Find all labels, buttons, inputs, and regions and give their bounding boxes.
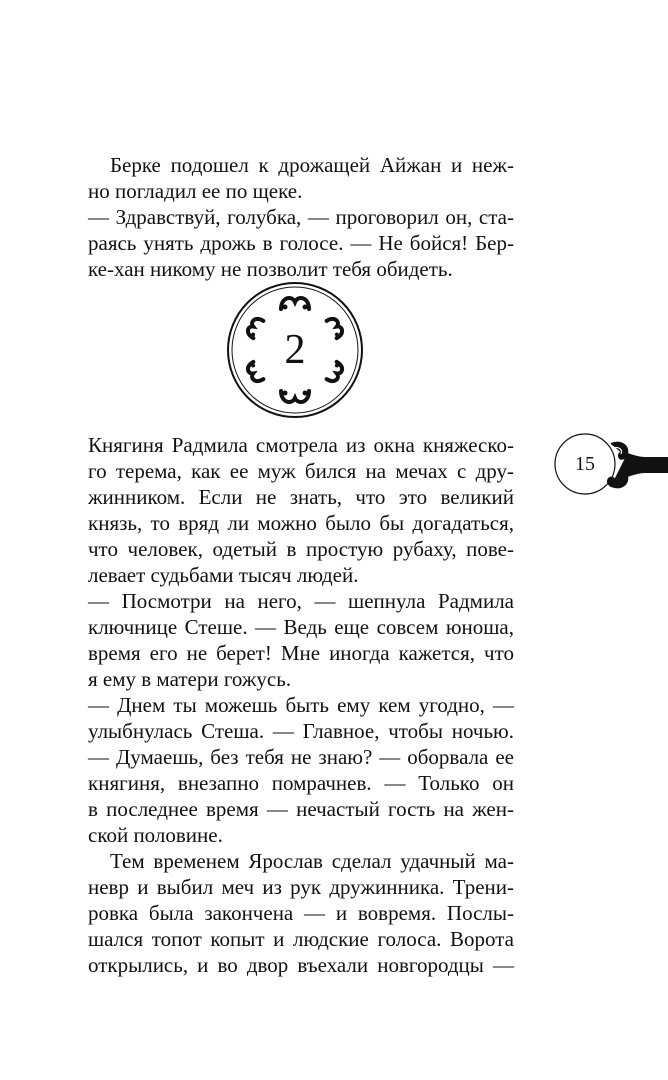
text-line: ровка была закончена — и вовремя. Послы- (88, 901, 514, 925)
text-line: го терема, как ее муж бился на мечах с дру- (88, 459, 514, 483)
text-line: в последнее время — нечастый гость на жен- (88, 797, 514, 821)
text-line: Княгиня Радмила смотрела из окна княжеско- (88, 433, 514, 457)
text-line: княгиня, внезапно помрачнев. — Только он (88, 771, 514, 795)
text-line: шался топот копыт и людские голоса. Ворота (88, 927, 514, 951)
text-line: раясь унять дрожь в голосе. — Не бойся! Бер- (88, 231, 514, 255)
text-line: но погладил ее по щеке. (88, 179, 303, 203)
text-line: левает судьбами тысяч людей. (88, 563, 359, 587)
chapter-number: 2 (284, 327, 306, 373)
text-line: время его не берет! Мне иногда кажется, что (88, 641, 514, 665)
text-line: открылись, и во двор въехали новгородцы — (88, 953, 514, 977)
text-line: ке-хан никому не позволит тебя обидеть. (88, 257, 453, 281)
body-paragraphs (88, 432, 514, 978)
text-line: ской половине. (88, 823, 223, 847)
text-line: улыбнулась Стеша. — Главное, чтобы ночью. (88, 719, 514, 743)
text-line: что человек, одетый в простую рубаху, пове- (88, 537, 514, 561)
text-line: — Днем ты можешь быть ему кем угодно, — (88, 693, 514, 717)
text-line: князь, то вряд ли можно было бы догадаться, (88, 511, 514, 535)
text-line: Тем временем Ярослав сделал удачный ма- (110, 849, 514, 873)
intro-paragraph (88, 152, 514, 282)
text-line: — Думаешь, без тебя не знаю? — оборвала ее (88, 745, 514, 769)
text-line: — Здравствуй, голубка, — проговорил он, ста- (88, 205, 514, 229)
text-line: — Посмотри на него, — шепнула Радмила (88, 589, 514, 613)
text-line: жинником. Если не знать, что это великий (88, 485, 514, 509)
text-line: Берке подошел к дрожащей Айжан и неж- (110, 153, 514, 177)
text-line: невр и выбил меч из рук дружинника. Трени- (88, 875, 514, 899)
text-line: я ему в матери гожусь. (88, 667, 292, 691)
page-number: 15 (575, 452, 595, 475)
text-line: ключнице Стеше. — Ведь еще совсем юноша, (88, 615, 514, 639)
